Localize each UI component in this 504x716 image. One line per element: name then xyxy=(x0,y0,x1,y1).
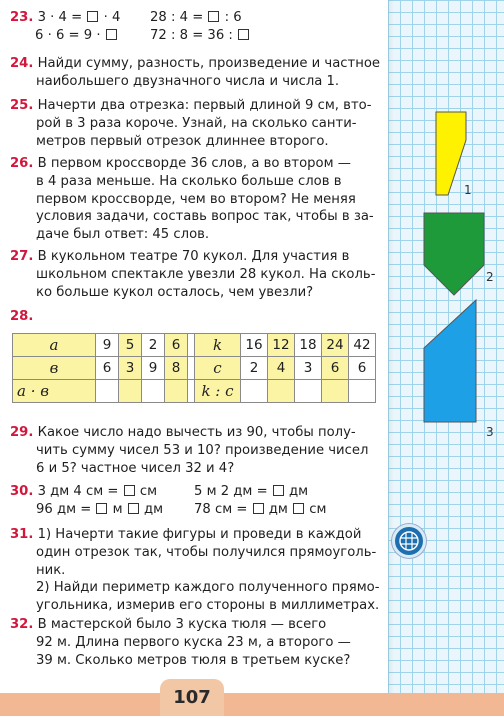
empty-box xyxy=(293,503,304,514)
task-number: 24. xyxy=(10,56,34,71)
task-28 xyxy=(10,308,378,326)
figure-1-yellow xyxy=(436,112,466,195)
page-number: 107 xyxy=(160,679,224,716)
task-number: 28. xyxy=(10,309,34,324)
empty-box xyxy=(96,503,107,514)
task-29: 29. Какое число надо вычесть из 90, чтобы полу- чить сумму чисел 53 и 10? произведение чисел 6 и 5? частное чисел 32 и 4? xyxy=(10,425,369,476)
task-number: 23. xyxy=(10,10,34,25)
row-label: в xyxy=(13,357,96,380)
row-label: c xyxy=(195,357,241,380)
answer-cell[interactable] xyxy=(96,380,119,403)
grid-globe-icon[interactable] xyxy=(392,524,426,558)
task-number: 25. xyxy=(10,98,34,113)
answer-cell[interactable] xyxy=(295,380,322,403)
task-27: 27. В кукольном театре 70 кукол. Для участия в школьном спектакле увезли 28 кукол. На сколь- ко больше кукол осталось, чем увезли? xyxy=(10,249,376,300)
table-multiplication: a 9 5 2 6 в 6 3 9 8 a · в xyxy=(12,333,211,403)
answer-cell[interactable] xyxy=(165,380,188,403)
task-24: 24. Найди сумму, разность, произведение и частное наибольшего двузначного числа и числа 1. xyxy=(10,56,381,89)
task-23: 23. 3 · 4 = · 4 28 : 4 = : 6 6 · 6 = 9 · 72 : 8 = 36 : xyxy=(10,9,378,45)
task-25: 25. Начерти два отрезка: первый длиной 9 см, вто- рой в 3 раза короче. Узнай, на сколько санти- метров первый отрезок длиннее второго. xyxy=(10,98,372,149)
row-label: a · в xyxy=(13,380,96,403)
figure-label-1: 1 xyxy=(464,183,472,197)
figure-label-2: 2 xyxy=(486,270,494,284)
row-label: a xyxy=(13,334,96,357)
figure-label-3: 3 xyxy=(486,425,494,439)
figures-svg xyxy=(388,0,504,716)
globe-icon xyxy=(395,527,423,555)
answer-cell[interactable] xyxy=(119,380,142,403)
figure-2-green xyxy=(424,213,484,295)
figure-3-blue xyxy=(424,300,476,422)
row-label: k xyxy=(195,334,241,357)
task-30: 30. 3 дм 4 см = см 5 м 2 дм = дм 96 дм = м дм 78 см = дм см xyxy=(10,484,327,517)
task-number: 26. xyxy=(10,156,34,171)
empty-box xyxy=(87,11,98,22)
row-label: k : c xyxy=(195,380,241,403)
task-31: 31. 1) Начерти такие фигуры и проведи в каждой один отрезок так, чтобы получился прямоуголь- ник. 2) Найди периметр каждого полученного прямо- угольника, измерив его стороны в миллиметрах. xyxy=(10,527,380,614)
answer-cell[interactable] xyxy=(322,380,349,403)
answer-cell[interactable] xyxy=(241,380,268,403)
task-number: 32. xyxy=(10,617,34,632)
answer-cell[interactable] xyxy=(349,380,376,403)
task-26: 26. В первом кроссворде 36 слов, а во втором — в 4 раза меньше. На сколько больше слов в первом кроссворде, чем во втором? Не меняя условия задачи, составь вопрос так, чтобы в за- даче был ответ: 45 слов. xyxy=(10,156,374,243)
empty-box xyxy=(253,503,264,514)
task-number: 29. xyxy=(10,425,34,440)
page-bottom-band xyxy=(0,693,504,716)
task-number: 27. xyxy=(10,249,34,264)
task-number: 31. xyxy=(10,527,34,542)
empty-box xyxy=(124,485,135,496)
task-number: 30. xyxy=(10,484,34,499)
empty-box xyxy=(106,29,117,40)
table-division: k 16 12 18 24 42 c 2 4 3 6 6 k : c xyxy=(194,333,376,403)
empty-box xyxy=(128,503,139,514)
answer-cell[interactable] xyxy=(268,380,295,403)
empty-box xyxy=(208,11,219,22)
empty-box xyxy=(273,485,284,496)
empty-box xyxy=(238,29,249,40)
task-32: 32. В мастерской было 3 куска тюля — всего 92 м. Длина первого куска 23 м, а второго — 39 м. Сколько метров тюля в третьем куске? xyxy=(10,617,351,668)
answer-cell[interactable] xyxy=(142,380,165,403)
